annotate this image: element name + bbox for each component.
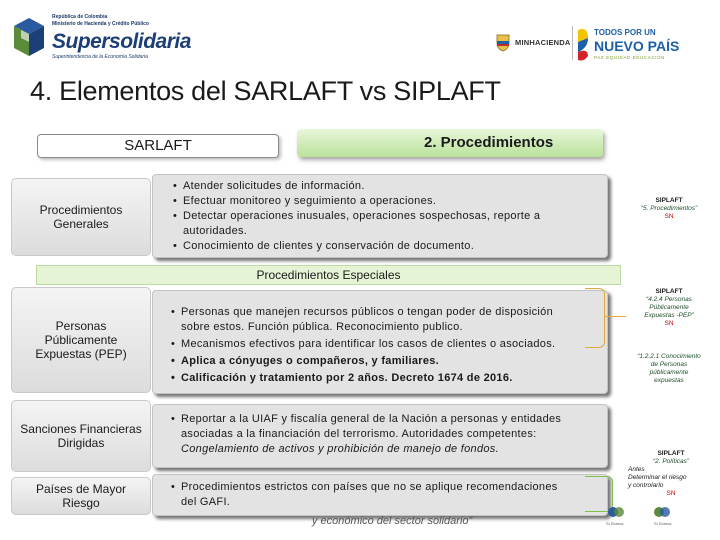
note-siplaft-pep: [624, 288, 714, 328]
sanciones-label-box: [11, 400, 151, 472]
paises-content-box: [152, 474, 608, 516]
note4-quote: “2. Políticas”: [652, 458, 690, 465]
note4-heading: SIPLAFT: [657, 450, 685, 457]
footer-logo-2-icon: [652, 505, 672, 519]
coat-of-arms-icon: [494, 32, 512, 52]
note2-quote-1: “4.2.4 Personas: [646, 296, 692, 303]
supersolidaria-cube-icon: [12, 16, 46, 60]
note2-ref: SN: [664, 320, 674, 327]
footer-logo-2-caption: Sí Somos: [654, 521, 672, 526]
note3-quote-4: expuestas: [654, 377, 684, 384]
pep-content-box: [152, 290, 608, 394]
logo-brand: Supersolidaria: [52, 30, 191, 53]
pais-line-2: NUEVO PAÍS: [594, 38, 680, 54]
pep-label: Personas Públicamente Expuestas (PEP): [35, 319, 127, 361]
pep-bullet-3: • Aplica a cónyuges o compañeros, y familiares.: [171, 354, 591, 369]
note1-heading: SIPLAFT: [655, 197, 683, 204]
pais-line-3: PAZ EQUIDAD EDUCACIÓN: [594, 55, 666, 60]
pep-bullet-4: • Calificación y tratamiento por 2 años. Decreto 1674 de 2016.: [171, 371, 591, 386]
note-siplaft-procedimientos: [624, 197, 714, 221]
minhacienda-text: MINHACIENDA: [515, 38, 571, 47]
sanciones-italic-text: Congelamiento de activos y prohibición de manejo de fondos.: [181, 443, 499, 455]
note-siplaft-politicas: [628, 450, 714, 498]
logo-separator: [572, 26, 573, 60]
paises-label: Países de Mayor Riesgo: [35, 482, 127, 510]
generales-bullet-3: • Detectar operaciones inusuales, operaciones sospechosas, reporte a: [173, 209, 591, 224]
paises-label-box: [11, 477, 151, 515]
note4-ref: SN: [666, 490, 676, 497]
pep-bullet-1: • Personas que manejen recursos públicos o tengan poder de disposición: [171, 305, 591, 320]
pep-bullet-2: • Mecanismos efectivos para identificar los casos de clientes o asociados.: [171, 337, 591, 352]
procedimientos-header-text: 2. Procedimientos: [424, 134, 554, 151]
note-pep-conocimiento: [624, 353, 714, 385]
pep-bracket: [585, 288, 605, 348]
paises-bullet-1-cont: del GAFI.: [181, 496, 231, 508]
paises-bullet-1: • Procedimientos estrictos con países que no se aplique recomendaciones: [171, 480, 591, 495]
note4-line-2: Determinar el riesgo: [628, 474, 687, 481]
pep-label-box: [11, 287, 151, 393]
generales-bullet-4: • Conocimiento de clientes y conservación de documento.: [173, 239, 591, 254]
generales-label: Procedimientos Generales: [39, 203, 123, 231]
footer-logo-1-icon: [606, 505, 626, 519]
generales-label-box: [11, 178, 151, 256]
sanciones-bullet-1: • Reportar a la UIAF y fiscalía general de la Nación a personas y entidades: [171, 412, 591, 427]
flag-wing-icon: [576, 24, 590, 64]
note2-quote-2: Públicamente: [649, 304, 689, 311]
sanciones-content-box: [152, 404, 608, 468]
sanciones-label: Sanciones Financieras Dirigidas: [20, 422, 142, 450]
procedimientos-header: [297, 129, 603, 157]
generales-bullet-2: • Efectuar monitoreo y seguimiento a operaciones.: [173, 194, 591, 209]
logo-small-line-2: Ministerio de Hacienda y Crédito Público: [52, 21, 149, 27]
page-title: 4. Elementos del SARLAFT vs SIPLAFT: [30, 76, 501, 106]
generales-bullet-3-cont: autoridades.: [183, 225, 248, 237]
especiales-bar: Procedimientos Especiales: [36, 265, 621, 285]
note2-quote-3: Expuestas -PEP”: [644, 312, 694, 319]
generales-content-box: [152, 174, 608, 258]
logo-tagline: Superintendencia de la Economía Solidaria: [52, 54, 148, 60]
pais-line-1: TODOS POR UN: [594, 28, 656, 37]
note1-quote: “5. Procedimientos”: [640, 205, 698, 212]
note3-quote-1: “1.2.2.1 Conocimiento: [637, 353, 701, 360]
note4-line-3: y controlarlo: [628, 482, 664, 489]
pep-bullet-1-cont: sobre estos. Función pública. Reconocimiento publico.: [181, 321, 463, 333]
footer-logo-1-caption: Sí Somos: [606, 521, 624, 526]
supersolidaria-logo: [8, 12, 191, 64]
note3-quote-3: públicamente: [649, 369, 689, 376]
pep-connector: [604, 316, 626, 317]
logo-small-line-1: República de Colombia: [52, 14, 108, 20]
footer-slogan: y económico del sector solidario”: [312, 515, 473, 527]
sanciones-bullet-1-cont: asociadas a la financiación del terrorismo. Autoridades competentes:: [181, 428, 537, 440]
sarlaft-label: SARLAFT: [37, 134, 279, 158]
generales-bullet-1: • Atender solicitudes de información.: [173, 179, 591, 194]
sanciones-bullet-1-italic: [171, 442, 591, 457]
note3-quote-2: de Personas: [650, 361, 688, 368]
minhacienda-logo: [494, 32, 574, 56]
note2-heading: SIPLAFT: [655, 288, 683, 295]
note1-ref: SN: [664, 213, 674, 220]
nuevo-pais-logo: [576, 20, 686, 66]
note4-line-1: Antes: [628, 466, 645, 473]
